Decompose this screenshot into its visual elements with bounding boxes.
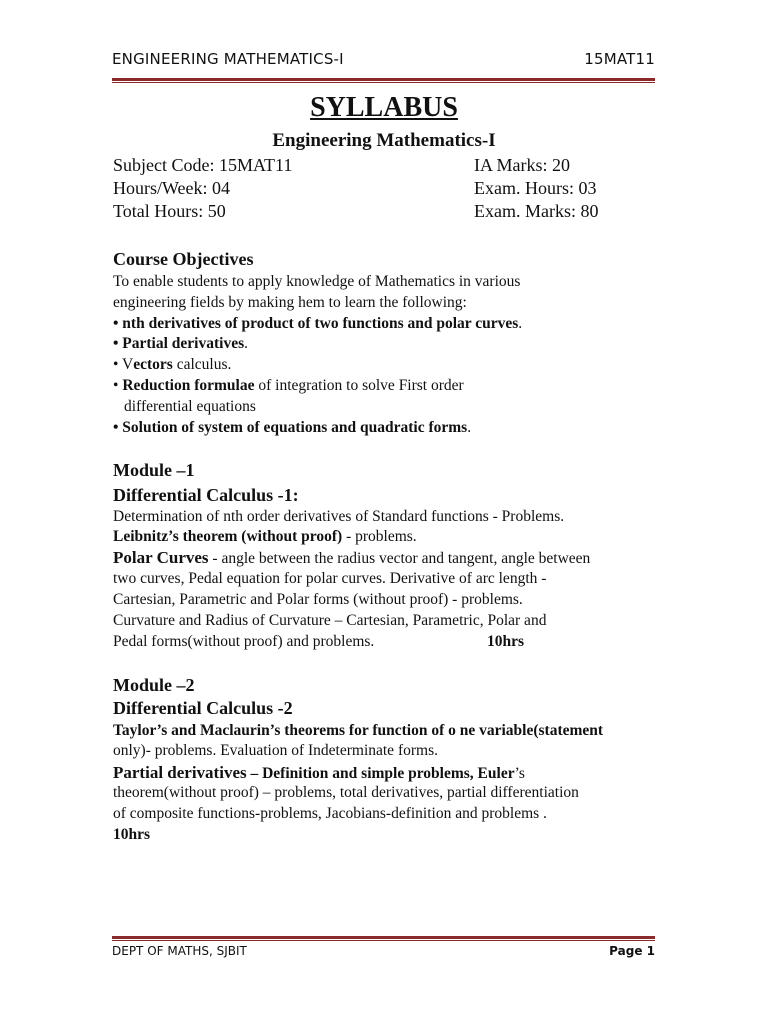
module-1-line-2: [113, 528, 417, 546]
module-2-heading: Module –2: [113, 675, 195, 695]
total-hours: Total Hours: 50: [113, 201, 226, 221]
module-2-line-3-rest: ’s: [514, 765, 525, 782]
module-2-line-3-mid: –: [246, 765, 263, 782]
module-1-line-2-rest: - problems.: [342, 528, 417, 545]
module-1-line-2-bold: Leibnitz’s theorem (without proof): [113, 528, 343, 545]
module-2-title: Differential Calculus -2: [113, 698, 293, 718]
objective-item-4-continued: differential equations: [124, 398, 256, 415]
objective-item-4-bold: Reduction formulae: [122, 377, 255, 394]
objective-item-5-end: .: [467, 419, 472, 436]
header-code: 15MAT11: [584, 50, 655, 68]
objective-item-1: [113, 315, 522, 333]
objective-item-2: [113, 335, 248, 353]
module-1-title: Differential Calculus -1:: [113, 485, 299, 505]
objective-item-4-pre: •: [113, 377, 123, 394]
module-2-line-3-bold-1: Partial derivatives: [113, 763, 247, 782]
exam-marks: Exam. Marks: 80: [474, 201, 599, 221]
footer-page-number: Page 1: [609, 944, 655, 958]
page-title: SYLLABUS: [310, 92, 458, 123]
exam-hours: Exam. Hours: 03: [474, 178, 597, 198]
module-1-line-1: Determination of nth order derivatives of Standard functions - Problems.: [113, 508, 565, 525]
subject-code: Subject Code: 15MAT11: [113, 155, 293, 175]
module-2-line-2: only)- problems. Evaluation of Indeterminate forms.: [113, 742, 438, 759]
objective-item-4: [113, 377, 464, 395]
module-1-line-7: Pedal forms(without proof) and problems.: [113, 633, 375, 650]
module-1-line-5: Cartesian, Parametric and Polar forms (without proof) - problems.: [113, 591, 523, 608]
objective-item-1-end: .: [518, 315, 523, 332]
objective-item-3-rest: calculus.: [172, 356, 232, 373]
module-2-line-1: [113, 722, 603, 740]
objective-item-3-pre: • V: [113, 356, 134, 373]
ia-marks: IA Marks: 20: [474, 155, 570, 175]
objective-item-4-rest: of integration to solve First order: [254, 377, 464, 394]
module-1-line-3-rest: - angle between the radius vector and tangent, angle between: [208, 550, 591, 567]
objective-item-5: [113, 419, 471, 437]
objectives-intro-1: To enable students to apply knowledge of Mathematics in various: [113, 273, 521, 290]
header-title: ENGINEERING MATHEMATICS-I: [112, 50, 344, 68]
objective-item-5-text: • Solution of system of equations and quadratic forms: [113, 419, 468, 436]
page-header: [112, 50, 655, 76]
header-rule: [112, 78, 655, 81]
module-2-line-1-bold: Taylor’s and Maclaurin’s theorems for function of o ne variable(statement: [113, 722, 604, 739]
module-2-line-5: of composite functions-problems, Jacobians-definition and problems .: [113, 805, 547, 822]
module-1-line-3-bold: Polar Curves: [113, 548, 209, 567]
objective-item-2-end: .: [244, 335, 248, 352]
objective-item-3-bold: ectors: [133, 356, 173, 373]
objective-item-2-text: • Partial derivatives: [113, 335, 245, 352]
module-1-line-4: two curves, Pedal equation for polar curves. Derivative of arc length -: [113, 570, 547, 587]
objectives-intro-2: engineering fields by making hem to learn the following:: [113, 294, 467, 311]
module-2-line-3-bold-2: Definition and simple problems, Euler: [262, 765, 515, 782]
objective-item-1-text: • nth derivatives of product of two functions and polar curves: [113, 315, 519, 332]
hours-week: Hours/Week: 04: [113, 178, 231, 198]
footer-rule-thin: [112, 940, 655, 941]
module-1-line-6: Curvature and Radius of Curvature – Cartesian, Parametric, Polar and: [113, 612, 547, 629]
page-subtitle: Engineering Mathematics-I: [272, 130, 496, 151]
module-1-heading: Module –1: [113, 460, 195, 480]
header-rule-thin: [112, 82, 655, 83]
footer-dept: DEPT OF MATHS, SJBIT: [112, 944, 247, 958]
module-2-line-3: [113, 763, 525, 783]
module-1-line-3: [113, 548, 590, 568]
footer-rule: [112, 936, 655, 939]
objectives-heading: Course Objectives: [113, 249, 254, 269]
module-1-hours: 10hrs: [487, 633, 525, 650]
objective-item-3: [113, 356, 231, 374]
module-2-line-4: theorem(without proof) – problems, total derivatives, partial differentiation: [113, 784, 579, 801]
module-2-hours: 10hrs: [113, 826, 151, 843]
